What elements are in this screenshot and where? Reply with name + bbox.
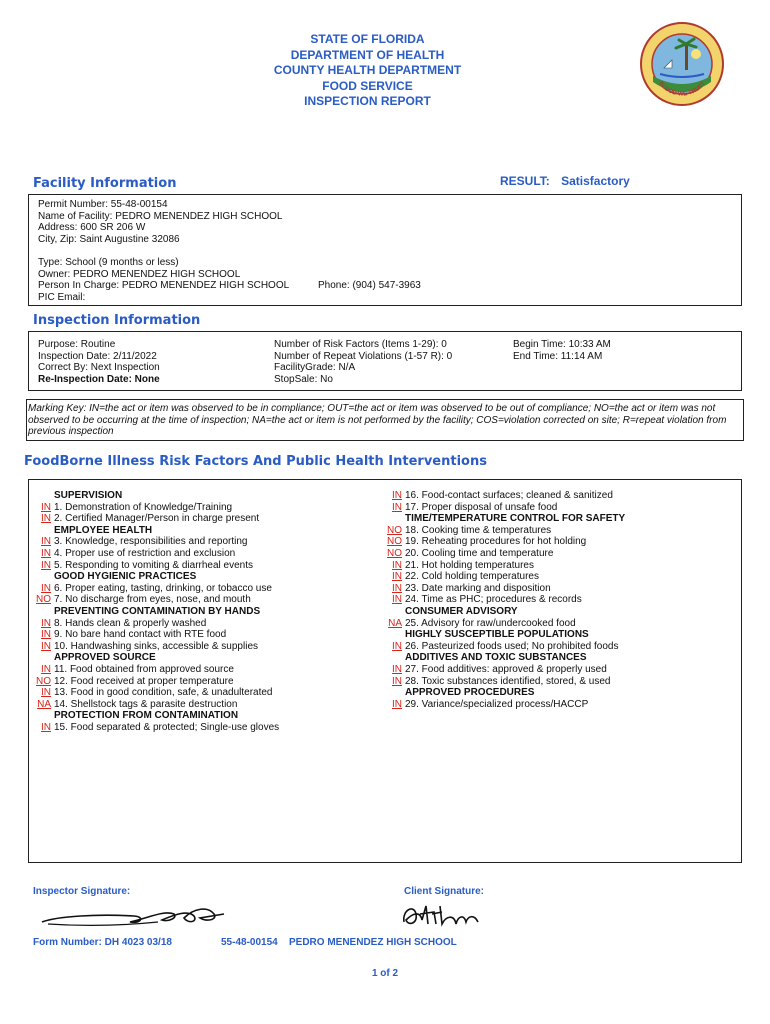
risk-item-text: 15. Food separated & protected; Single-use gloves — [54, 721, 280, 733]
compliance-status: IN — [392, 675, 402, 687]
risk-item-text: 14. Shellstock tags & parasite destruction — [54, 698, 238, 710]
risk-item-text: 6. Proper eating, tasting, drinking, or tobacco use — [54, 582, 272, 594]
facility-phone: Phone: (904) 547-3963 — [318, 280, 421, 292]
compliance-status: IN — [392, 698, 402, 710]
risk-item-row — [31, 687, 279, 699]
risk-item-text: 24. Time as PHC; procedures & records — [405, 594, 582, 606]
begin-time: Begin Time: 10:33 AM — [513, 339, 611, 350]
compliance-status: IN — [41, 582, 51, 594]
risk-item-text: 1. Demonstration of Knowledge/Training — [54, 501, 233, 513]
facility-name: Name of Facility: PEDRO MENENDEZ HIGH SCHOOL — [38, 210, 283, 222]
risk-item-row — [31, 618, 279, 630]
compliance-status: IN — [392, 501, 402, 513]
risk-section-title: FoodBorne Illness Risk Factors And Public Health Interventions — [24, 454, 487, 469]
result-label: RESULT: — [500, 174, 550, 188]
risk-item-text: 13. Food in good condition, safe, & unadulterated — [54, 687, 273, 699]
risk-item-text: 10. Handwashing sinks, accessible & supplies — [54, 640, 258, 652]
risk-item-text: 4. Proper use of restriction and exclusion — [54, 547, 236, 559]
risk-item-row — [382, 594, 625, 606]
compliance-status: IN — [392, 594, 402, 606]
report-header — [200, 32, 535, 110]
compliance-status: IN — [392, 640, 402, 652]
risk-item-text: 3. Knowledge, responsibilities and reporting — [54, 536, 248, 548]
compliance-status: NA — [388, 617, 402, 629]
facility-section-title: Facility Information — [33, 176, 177, 191]
compliance-status: NA — [37, 698, 51, 710]
risk-category-heading: CONSUMER ADVISORY — [405, 605, 518, 617]
inspector-signature-icon — [38, 900, 228, 930]
compliance-status: IN — [392, 490, 402, 501]
risk-item-row — [31, 548, 279, 560]
result-summary — [500, 174, 630, 188]
risk-item-row — [31, 594, 279, 606]
risk-item-row — [31, 722, 279, 734]
risk-item-row — [31, 583, 279, 595]
compliance-status: IN — [41, 559, 51, 571]
risk-item-text: 22. Cold holding temperatures — [405, 571, 539, 583]
risk-item-row — [382, 676, 625, 688]
risk-left-column — [31, 490, 279, 733]
risk-item-row — [382, 525, 625, 537]
risk-item-text: 27. Food additives: approved & properly used — [405, 663, 607, 675]
florida-state-seal-icon — [640, 22, 724, 106]
compliance-status: IN — [392, 571, 402, 583]
risk-category-heading: TIME/TEMPERATURE CONTROL FOR SAFETY — [405, 513, 626, 525]
risk-item-row — [31, 536, 279, 548]
compliance-status: IN — [41, 663, 51, 675]
risk-category-heading: PREVENTING CONTAMINATION BY HANDS — [54, 605, 261, 617]
risk-category-heading: GOOD HYGIENIC PRACTICES — [54, 571, 197, 583]
risk-item-row — [382, 641, 625, 653]
marking-key: Marking Key: IN=the act or item was observed to be in compliance; OUT=the act or item was observed to be out of compliance; NO=the act or item was not observed to be occurring at the time of inspection; NA=the act or item is not performed by the facility; COS=violation corrected on site; R=repeat violation from previous inspection — [28, 403, 727, 438]
stop-sale: StopSale: No — [274, 374, 333, 386]
risk-item-text: 26. Pasteurized foods used; No prohibited foods — [405, 640, 619, 652]
risk-item-row — [382, 618, 625, 630]
page-number: 1 of 2 — [371, 968, 399, 979]
compliance-status: IN — [41, 536, 51, 548]
risk-item-text: 21. Hot holding temperatures — [405, 559, 534, 571]
compliance-status: NO — [387, 547, 402, 559]
risk-category-heading: APPROVED SOURCE — [54, 652, 156, 664]
compliance-status: IN — [41, 721, 51, 733]
compliance-status: IN — [41, 687, 51, 699]
header-line-county: COUNTY HEALTH DEPARTMENT — [273, 63, 462, 77]
facility-owner: Owner: PEDRO MENENDEZ HIGH SCHOOL — [38, 268, 241, 280]
inspection-purpose: Purpose: Routine — [38, 339, 116, 350]
risk-item-row — [382, 699, 625, 711]
risk-right-column — [382, 490, 625, 710]
form-number: Form Number: DH 4023 03/18 — [33, 937, 172, 948]
risk-item-text: 9. No bare hand contact with RTE food — [54, 629, 227, 641]
compliance-status: IN — [41, 640, 51, 652]
client-signature-label: Client Signature: — [404, 886, 485, 897]
risk-item-text: 25. Advisory for raw/undercooked food — [405, 617, 576, 629]
risk-item-row — [31, 664, 279, 676]
risk-item-text: 5. Responding to vomiting & diarrheal events — [54, 559, 254, 571]
compliance-status: IN — [41, 629, 51, 641]
compliance-status: NO — [36, 594, 51, 606]
risk-item-row — [382, 490, 625, 502]
inspection-section-title: Inspection Information — [33, 313, 201, 328]
person-in-charge: Person In Charge: PEDRO MENENDEZ HIGH SCHOOL — [38, 280, 290, 292]
reinspection-date: Re-Inspection Date: None — [38, 374, 160, 386]
footer-facility-name: PEDRO MENENDEZ HIGH SCHOOL — [289, 937, 457, 948]
inspector-signature-label: Inspector Signature: — [33, 886, 131, 897]
facility-address: Address: 600 SR 206 W — [38, 222, 146, 234]
risk-category-heading: HIGHLY SUSCEPTIBLE POPULATIONS — [405, 629, 589, 641]
risk-category-heading: APPROVED PROCEDURES — [405, 687, 535, 699]
risk-item-text: 20. Cooling time and temperature — [405, 547, 554, 559]
compliance-status: IN — [41, 547, 51, 559]
footer-permit-number: 55-48-00154 — [221, 937, 278, 948]
risk-item-row — [382, 664, 625, 676]
risk-item-row — [31, 699, 279, 711]
risk-item-text: 16. Food-contact surfaces; cleaned & sanitized — [405, 490, 613, 501]
permit-number: Permit Number: 55-48-00154 — [38, 199, 168, 210]
risk-item-text: 12. Food received at proper temperature — [54, 675, 234, 687]
compliance-status: IN — [392, 559, 402, 571]
risk-item-text: 19. Reheating procedures for hot holding — [405, 536, 587, 548]
compliance-status: IN — [392, 582, 402, 594]
compliance-status: IN — [41, 513, 51, 525]
risk-item-text: 2. Certified Manager/Person in charge present — [54, 513, 260, 525]
risk-category-heading: PROTECTION FROM CONTAMINATION — [54, 710, 239, 722]
facility-city-zip: City, Zip: Saint Augustine 32086 — [38, 234, 180, 246]
header-line-state: STATE OF FLORIDA — [310, 32, 425, 46]
correct-by: Correct By: Next Inspection — [38, 362, 160, 374]
compliance-status: NO — [387, 536, 402, 548]
result-value: Satisfactory — [561, 174, 630, 188]
header-line-report: INSPECTION REPORT — [304, 94, 431, 108]
facility-grade: FacilityGrade: N/A — [274, 362, 356, 374]
risk-item-row — [382, 502, 625, 514]
risk-item-row — [31, 513, 279, 525]
repeat-violation-count: Number of Repeat Violations (1-57 R): 0 — [274, 350, 453, 362]
compliance-status: NO — [36, 675, 51, 687]
risk-item-text: 18. Cooking time & temperatures — [405, 524, 552, 536]
risk-category-heading: ADDITIVES AND TOXIC SUBSTANCES — [405, 652, 587, 664]
risk-item-text: 23. Date marking and disposition — [405, 582, 551, 594]
risk-item-row — [382, 583, 625, 595]
compliance-status: IN — [41, 617, 51, 629]
compliance-status: NO — [387, 524, 402, 536]
pic-email: PIC Email: — [38, 292, 86, 304]
risk-item-row — [31, 560, 279, 572]
risk-item-text: 7. No discharge from eyes, nose, and mouth — [54, 594, 251, 606]
inspection-date: Inspection Date: 2/11/2022 — [38, 350, 157, 362]
end-time: End Time: 11:14 AM — [513, 350, 603, 362]
compliance-status: IN — [41, 501, 51, 513]
risk-item-text: 17. Proper disposal of unsafe food — [405, 501, 558, 513]
client-signature-icon — [398, 900, 494, 930]
compliance-status: IN — [392, 663, 402, 675]
risk-item-row — [382, 536, 625, 548]
risk-item-row — [31, 629, 279, 641]
risk-category-heading: SUPERVISION — [54, 490, 123, 501]
facility-type: Type: School (9 months or less) — [38, 257, 179, 268]
risk-category-heading: EMPLOYEE HEALTH — [54, 524, 153, 536]
header-line-food-service: FOOD SERVICE — [322, 78, 413, 93]
seal-motto: IN GOD WE TRUST — [657, 80, 707, 98]
risk-item-row — [382, 571, 625, 583]
risk-item-text: 11. Food obtained from approved source — [54, 663, 234, 675]
risk-item-text: 28. Toxic substances identified, stored, & used — [405, 675, 611, 687]
risk-item-row — [31, 502, 279, 514]
risk-item-text: 29. Variance/specialized process/HACCP — [405, 698, 589, 710]
risk-item-row — [382, 560, 625, 572]
risk-item-row — [382, 548, 625, 560]
risk-item-row — [31, 641, 279, 653]
risk-item-row — [31, 676, 279, 688]
header-line-department: DEPARTMENT OF HEALTH — [290, 47, 445, 62]
risk-item-text: 8. Hands clean & properly washed — [54, 617, 207, 629]
risk-factor-count: Number of Risk Factors (Items 1-29): 0 — [274, 339, 447, 350]
